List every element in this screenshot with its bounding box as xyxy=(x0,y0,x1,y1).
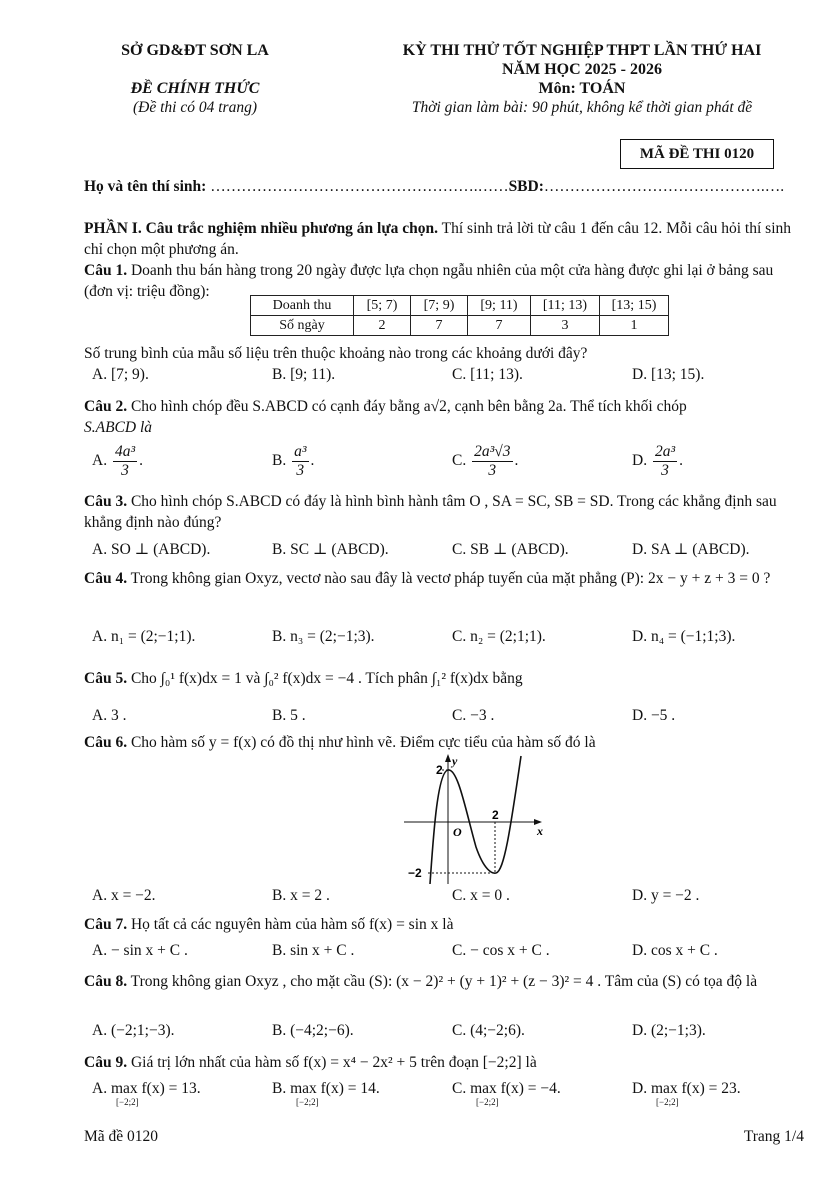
max-subscript: [−2;2] xyxy=(296,1097,319,1107)
q3-option-d[interactable]: D. SA ⊥ (ABCD). xyxy=(632,541,750,558)
part1-intro xyxy=(84,218,804,260)
q4-label: Câu 4. xyxy=(84,570,128,587)
fraction: $\frac{\text{2a³}}{3}$ xyxy=(654,443,676,479)
max-subscript: [−2;2] xyxy=(476,1097,499,1107)
table-cell: [7; 9) xyxy=(411,296,468,316)
table-cell: [11; 13) xyxy=(531,296,600,316)
name-label: Họ và tên thí sinh: xyxy=(84,178,211,195)
fraction: $\frac{\text{4a³}}{3}$ xyxy=(114,443,136,479)
q1-question: Số trung bình của mẫu số liệu trên thuộc khoảng nào trong các khoảng dưới đây? xyxy=(84,345,588,362)
q6-option-c[interactable]: C. x = 0 . xyxy=(452,887,510,904)
table-cell: [9; 11) xyxy=(468,296,531,316)
q5-option-b[interactable]: B. 5 . xyxy=(272,707,306,724)
table-cell: [13; 15) xyxy=(600,296,669,316)
q2-option-a[interactable]: A. $\frac{\text{4a³}}{3}$ . xyxy=(92,443,143,479)
max-subscript: [−2;2] xyxy=(656,1097,679,1107)
q2-text: Câu 2. Cho hình chóp đều S.ABCD có cạnh đáy bằng a√2, cạnh bên bằng 2a. Thể tích khối chóp xyxy=(84,398,687,415)
q7-option-a[interactable]: A. − sin x + C . xyxy=(92,942,188,959)
footer-code: Mã đề 0120 xyxy=(84,1128,159,1145)
q4-option-b[interactable]: B. n₃ = (2;−1;3). xyxy=(272,628,375,645)
table-cell: 2 xyxy=(354,316,411,336)
q7-label: Câu 7. xyxy=(84,916,128,933)
q1-option-b[interactable]: B. [9; 11). xyxy=(272,366,336,383)
school-year: NĂM HỌC 2025 - 2026 xyxy=(502,61,662,78)
q8-text: Câu 8. Trong không gian Oxyz , cho mặt cầu (S): (x − 2)² + (y + 1)² + (z − 3)² = 4 . Tâm của (S) có tọa độ là xyxy=(84,973,758,990)
q9-label: Câu 9. xyxy=(84,1054,128,1071)
q6-option-a[interactable]: A. x = −2. xyxy=(92,887,156,904)
y-axis-arrow xyxy=(445,754,451,762)
q9-option-b[interactable]: B. max f(x) = 14. [−2;2] xyxy=(272,1080,380,1107)
q3-text: Câu 3. Cho hình chóp S.ABCD có đáy là hình bình hành tâm O , SA = SC, SB = SD. Trong các khẳng định sau khẳng định nào đúng? xyxy=(84,493,777,531)
q1-option-d[interactable]: D. [13; 15). xyxy=(632,366,705,383)
q8-label: Câu 8. xyxy=(84,973,128,990)
fraction: $\frac{\text{2a³√3}}{3}$ xyxy=(474,443,511,479)
q7-option-b[interactable]: B. sin x + C . xyxy=(272,942,355,959)
x-tick-label: 2 xyxy=(492,808,499,822)
y-min-label: −2 xyxy=(408,866,422,880)
sbd-label: SBD: xyxy=(508,178,544,195)
dept-name: SỞ GD&ĐT SƠN LA xyxy=(121,42,269,59)
q6-option-d[interactable]: D. y = −2 . xyxy=(632,887,700,904)
time-note: Thời gian làm bài: 90 phút, không kể thời gian phát đề xyxy=(411,99,753,116)
q6-option-b[interactable]: B. x = 2 . xyxy=(272,887,330,904)
q9-option-d[interactable]: D. max f(x) = 23. [−2;2] xyxy=(632,1080,741,1107)
table-row xyxy=(251,296,669,316)
q9-option-c[interactable]: C. max f(x) = −4. [−2;2] xyxy=(452,1080,561,1107)
q9-option-a[interactable]: A. max f(x) = 13. [−2;2] xyxy=(92,1080,201,1107)
q4-option-c[interactable]: C. n₂ = (2;1;1). xyxy=(452,628,546,645)
table-cell: 7 xyxy=(411,316,468,336)
y-axis-label: y xyxy=(452,754,458,768)
table-cell: Doanh thu xyxy=(251,296,354,316)
table-cell: Số ngày xyxy=(251,316,354,336)
q4-option-a[interactable]: A. n₁ = (2;−1;1). xyxy=(92,628,196,645)
part1-text: Thí sinh trả lời từ câu 1 đến câu 12. Mỗi câu hỏi thí sinh chỉ chọn một phương án. xyxy=(84,220,791,258)
q4-option-d[interactable]: D. n₄ = (−1;1;3). xyxy=(632,628,736,645)
q5-option-a[interactable]: A. 3 . xyxy=(92,707,127,724)
subject: Môn: TOÁN xyxy=(538,80,626,97)
q1-frequency-table xyxy=(250,295,669,336)
q2-option-d[interactable]: D. $\frac{\text{2a³}}{3}$ . xyxy=(632,443,683,479)
official-label: ĐỀ CHÍNH THỨC xyxy=(130,80,260,97)
x-axis-label: x xyxy=(537,824,543,838)
q3-option-c[interactable]: C. SB ⊥ (ABCD). xyxy=(452,541,569,558)
q5-label: Câu 5. xyxy=(84,670,128,687)
name-field: …………………………………………….…… xyxy=(210,178,509,195)
table-cell: [5; 7) xyxy=(354,296,411,316)
q2-option-c[interactable]: C. $\frac{\text{2a³√3}}{3}$ . xyxy=(452,443,519,479)
fraction: $\frac{\text{a³}}{3}$ xyxy=(294,443,307,479)
q3-option-a[interactable]: A. SO ⊥ (ABCD). xyxy=(92,541,211,558)
part1-title: PHẦN I. Câu trắc nghiệm nhiều phương án lựa chọn. xyxy=(84,220,439,237)
table-cell: 3 xyxy=(531,316,600,336)
q3-option-b[interactable]: B. SC ⊥ (ABCD). xyxy=(272,541,389,558)
q2-option-b[interactable]: B. $\frac{\text{a³}}{3}$ . xyxy=(272,443,315,479)
q2-label: Câu 2. xyxy=(84,398,128,415)
q2-text-2: S.ABCD là xyxy=(84,419,153,436)
q8-option-d[interactable]: D. (2;−1;3). xyxy=(632,1022,706,1039)
q8-option-c[interactable]: C. (4;−2;6). xyxy=(452,1022,525,1039)
q6-text: Câu 6. Cho hàm số y = f(x) có đồ thị như hình vẽ. Điểm cực tiểu của hàm số đó là xyxy=(84,734,596,751)
sbd-field: …………………………………….…. xyxy=(543,178,785,195)
table-cell: 7 xyxy=(468,316,531,336)
q7-text: Câu 7. Họ tất cả các nguyên hàm của hàm số f(x) = sin x là xyxy=(84,916,454,933)
q5-text: Câu 5. Cho ∫₀¹ f(x)dx = 1 và ∫₀² f(x)dx = −4 . Tích phân ∫₁² f(x)dx bằng xyxy=(84,670,523,687)
page-number: Trang 1/4 xyxy=(743,1128,804,1145)
q9-text: Câu 9. Giá trị lớn nhất của hàm số f(x) = x⁴ − 2x² + 5 trên đoạn [−2;2] là xyxy=(84,1054,537,1071)
q6-label: Câu 6. xyxy=(84,734,128,751)
q7-option-c[interactable]: C. − cos x + C . xyxy=(452,942,550,959)
q5-option-d[interactable]: D. −5 . xyxy=(632,707,676,724)
q5-option-c[interactable]: C. −3 . xyxy=(452,707,495,724)
exam-title: KỲ THI THỬ TỐT NGHIỆP THPT LẦN THỨ HAI xyxy=(402,42,762,59)
y-max-label: 2 xyxy=(436,763,443,777)
q1-text: Câu 1. Doanh thu bán hàng trong 20 ngày được lựa chọn ngẫu nhiên của một cửa hàng được ghi lại ở bảng sau (đơn vị: triệu đồng): xyxy=(84,262,774,300)
table-row xyxy=(251,316,669,336)
q1-option-a[interactable]: A. [7; 9). xyxy=(92,366,149,383)
q1-option-c[interactable]: C. [11; 13). xyxy=(452,366,523,383)
q4-text: Câu 4. Trong không gian Oxyz, vectơ nào sau đây là vectơ pháp tuyến của mặt phẳng (P): 2x − y + z + 3 = 0 ? xyxy=(84,570,771,587)
q1-label: Câu 1. xyxy=(84,262,128,279)
function-graph xyxy=(400,752,550,887)
q3-label: Câu 3. xyxy=(84,493,128,510)
max-subscript: [−2;2] xyxy=(116,1097,139,1107)
q7-option-d[interactable]: D. cos x + C . xyxy=(632,942,718,959)
function-curve xyxy=(430,756,521,884)
q8-option-b[interactable]: B. (−4;2;−6). xyxy=(272,1022,354,1039)
q8-option-a[interactable]: A. (−2;1;−3). xyxy=(92,1022,175,1039)
exam-code-box: MÃ ĐỀ THI 0120 xyxy=(620,139,774,169)
candidate-line xyxy=(84,178,784,196)
origin-label: O xyxy=(453,825,462,839)
pages-note: (Đề thi có 04 trang) xyxy=(133,99,257,116)
table-cell: 1 xyxy=(600,316,669,336)
